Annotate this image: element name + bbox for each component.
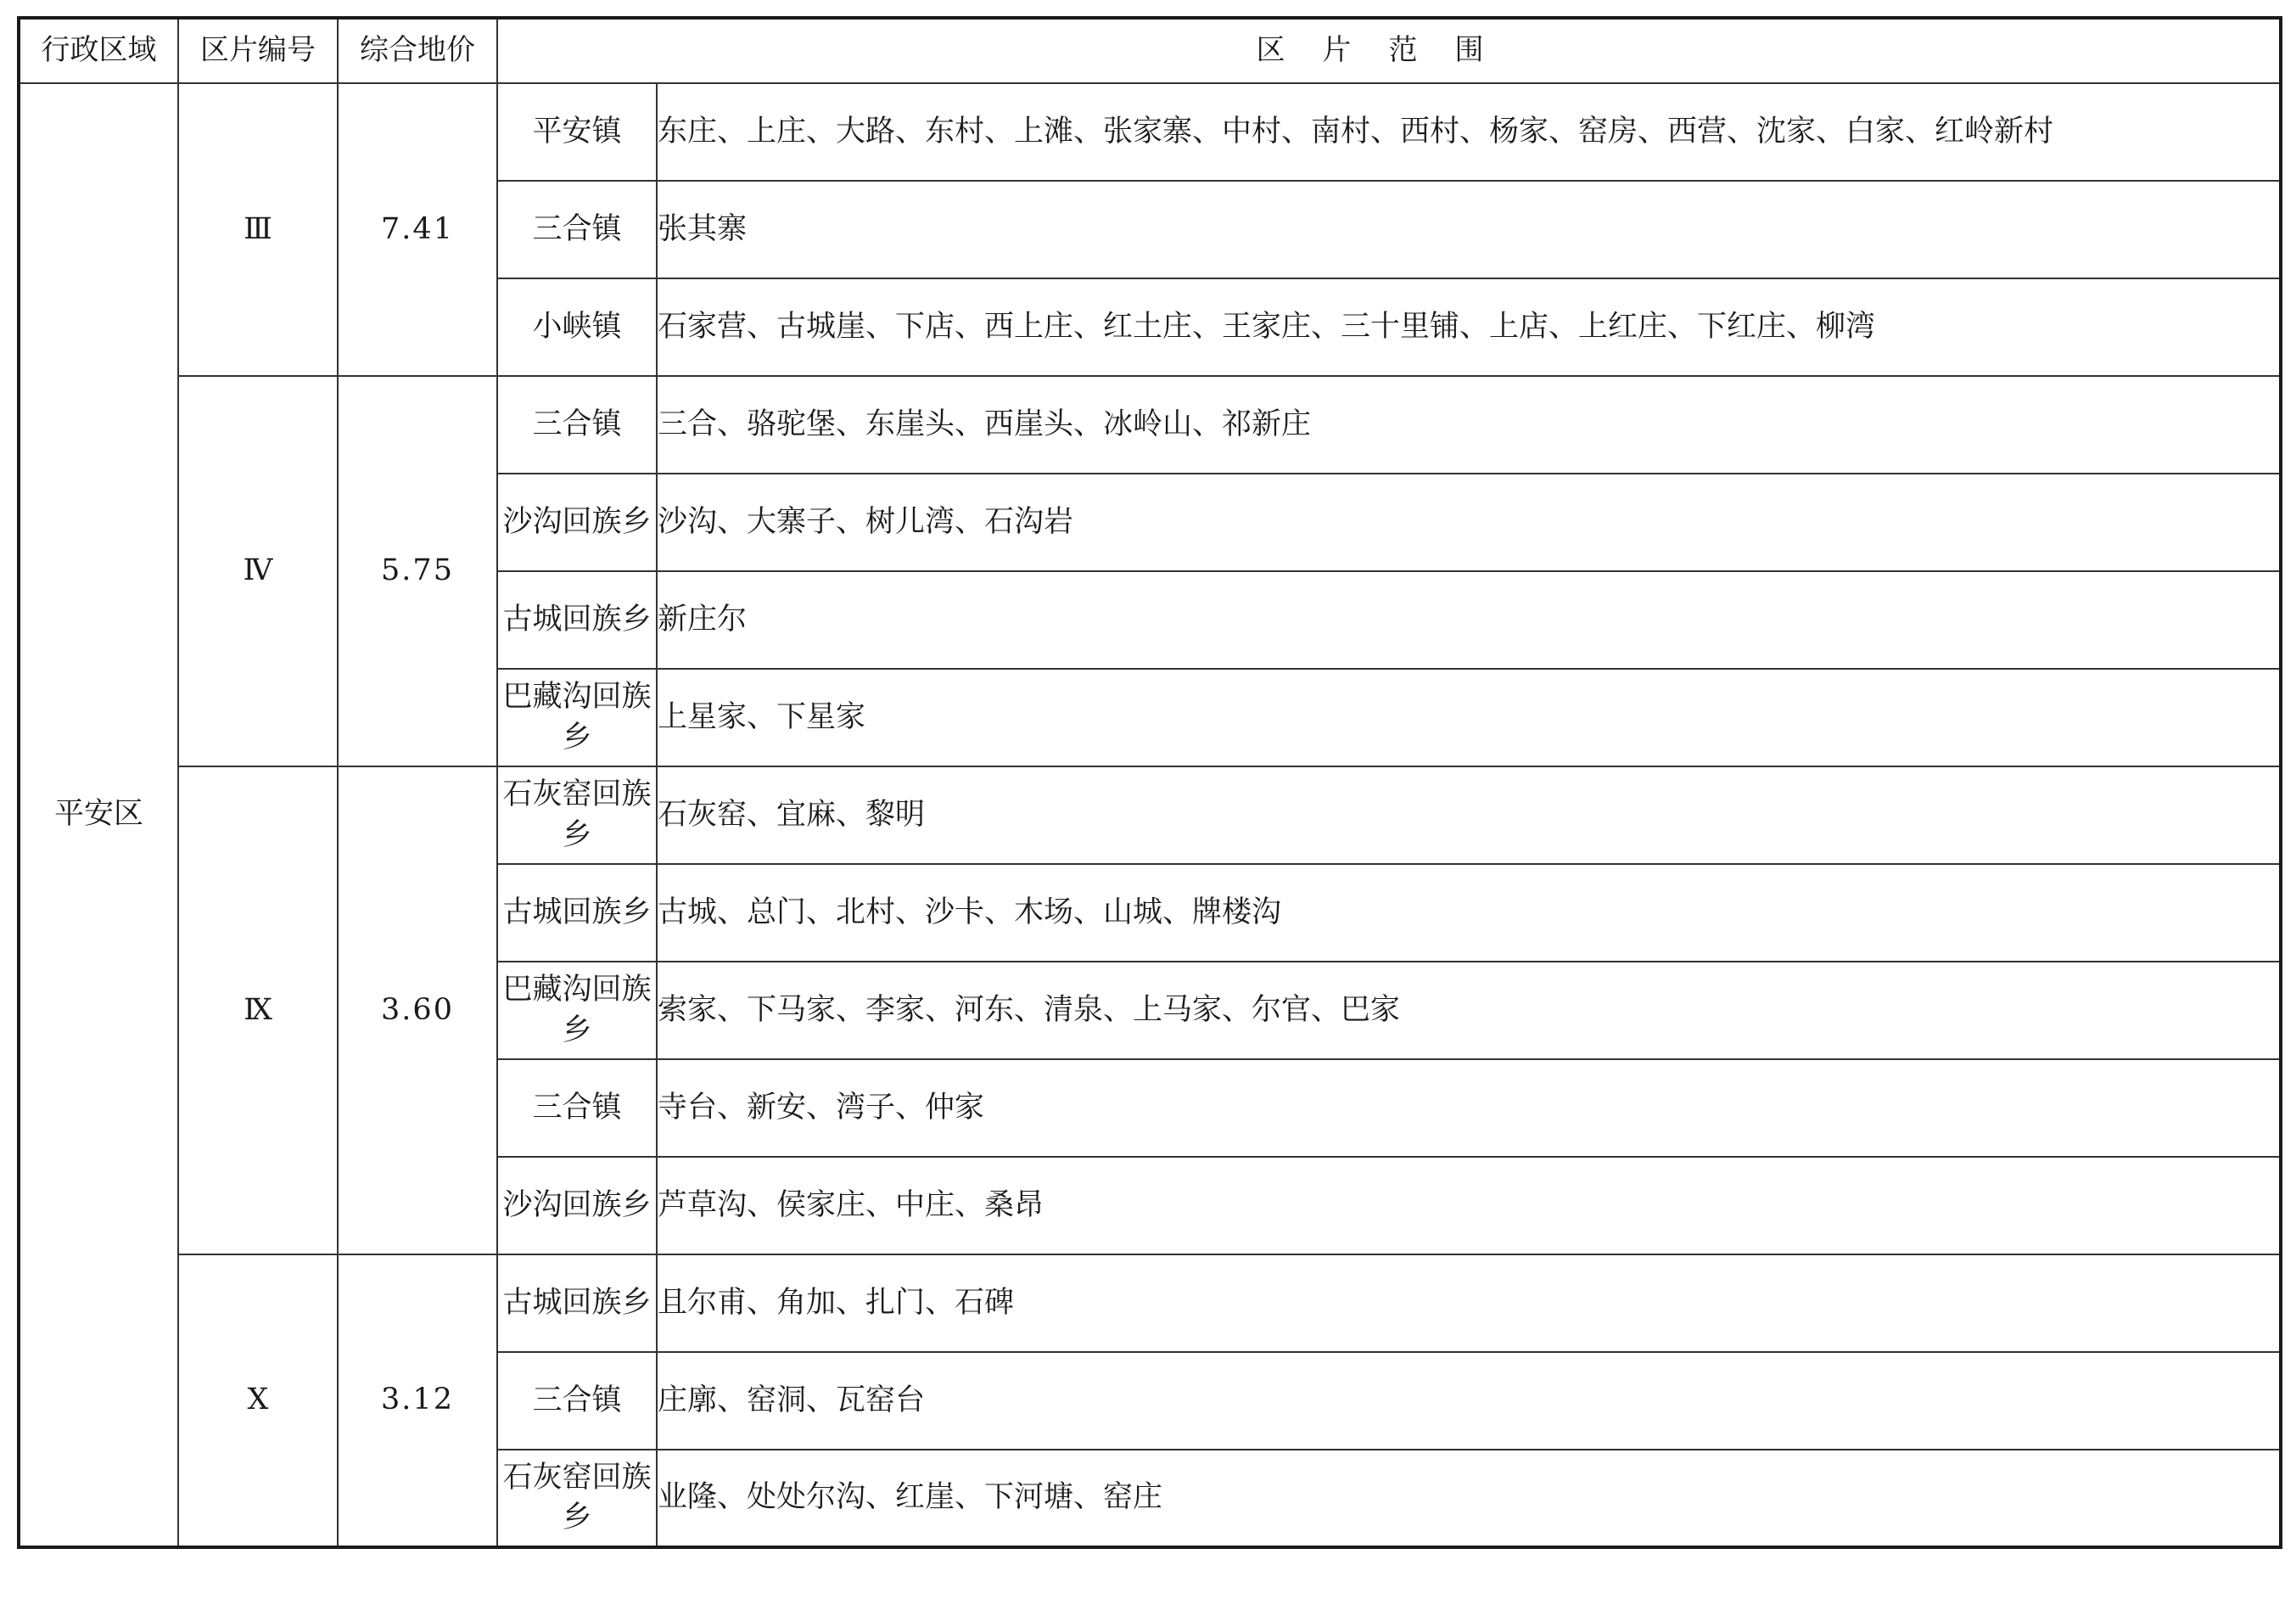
header-region: 行政区域 bbox=[19, 18, 178, 83]
town-cell: 古城回族乡 bbox=[497, 571, 657, 669]
villages-cell: 东庄、上庄、大路、东村、上滩、张家寨、中村、南村、西村、杨家、窑房、西营、沈家、白家、红岭新村 bbox=[657, 83, 2281, 181]
villages-cell: 石灰窑、宜麻、黎明 bbox=[657, 766, 2281, 864]
town-cell: 石灰窑回族乡 bbox=[497, 766, 657, 864]
table-row bbox=[19, 1254, 2281, 1352]
town-cell: 沙沟回族乡 bbox=[497, 474, 657, 571]
villages-cell: 新庄尔 bbox=[657, 571, 2281, 669]
town-cell: 石灰窑回族乡 bbox=[497, 1450, 657, 1547]
town-cell: 三合镇 bbox=[497, 1352, 657, 1450]
town-cell: 古城回族乡 bbox=[497, 1254, 657, 1352]
header-row bbox=[19, 18, 2281, 83]
villages-cell: 石家营、古城崖、下店、西上庄、红土庄、王家庄、三十里铺、上店、上红庄、下红庄、柳湾 bbox=[657, 278, 2281, 376]
town-cell: 古城回族乡 bbox=[497, 864, 657, 962]
villages-cell: 芦草沟、侯家庄、中庄、桑昂 bbox=[657, 1157, 2281, 1254]
town-cell: 巴藏沟回族乡 bbox=[497, 962, 657, 1059]
villages-cell: 且尔甫、角加、扎门、石碑 bbox=[657, 1254, 2281, 1352]
villages-cell: 沙沟、大寨子、树儿湾、石沟岩 bbox=[657, 474, 2281, 571]
villages-cell: 古城、总门、北村、沙卡、木场、山城、牌楼沟 bbox=[657, 864, 2281, 962]
villages-cell: 上星家、下星家 bbox=[657, 669, 2281, 766]
zone-price-cell: 7.41 bbox=[338, 83, 497, 376]
header-range: 区片范围 bbox=[497, 18, 2281, 83]
zone-code-cell: Ⅳ bbox=[178, 376, 338, 766]
table-row bbox=[19, 376, 2281, 474]
town-cell: 三合镇 bbox=[497, 1059, 657, 1157]
zone-code-cell: Ⅲ bbox=[178, 83, 338, 376]
region-cell: 平安区 bbox=[19, 83, 178, 1547]
villages-cell: 三合、骆驼堡、东崖头、西崖头、冰岭山、祁新庄 bbox=[657, 376, 2281, 474]
table-row bbox=[19, 83, 2281, 181]
town-cell: 巴藏沟回族乡 bbox=[497, 669, 657, 766]
header-zone-code: 区片编号 bbox=[178, 18, 338, 83]
villages-cell: 索家、下马家、李家、河东、清泉、上马家、尔官、巴家 bbox=[657, 962, 2281, 1059]
villages-cell: 张其寨 bbox=[657, 181, 2281, 278]
villages-cell: 寺台、新安、湾子、仲家 bbox=[657, 1059, 2281, 1157]
villages-cell: 庄廓、窑洞、瓦窑台 bbox=[657, 1352, 2281, 1450]
zone-code-cell: Ⅹ bbox=[178, 1254, 338, 1547]
town-cell: 三合镇 bbox=[497, 181, 657, 278]
zone-price-cell: 5.75 bbox=[338, 376, 497, 766]
zone-price-cell: 3.60 bbox=[338, 766, 497, 1254]
town-cell: 小峡镇 bbox=[497, 278, 657, 376]
town-cell: 沙沟回族乡 bbox=[497, 1157, 657, 1254]
zone-code-cell: Ⅸ bbox=[178, 766, 338, 1254]
town-cell: 平安镇 bbox=[497, 83, 657, 181]
land-price-table bbox=[17, 16, 2282, 1549]
header-price: 综合地价 bbox=[338, 18, 497, 83]
table-row bbox=[19, 766, 2281, 864]
villages-cell: 业隆、处处尔沟、红崖、下河塘、窑庄 bbox=[657, 1450, 2281, 1547]
zone-price-cell: 3.12 bbox=[338, 1254, 497, 1547]
town-cell: 三合镇 bbox=[497, 376, 657, 474]
